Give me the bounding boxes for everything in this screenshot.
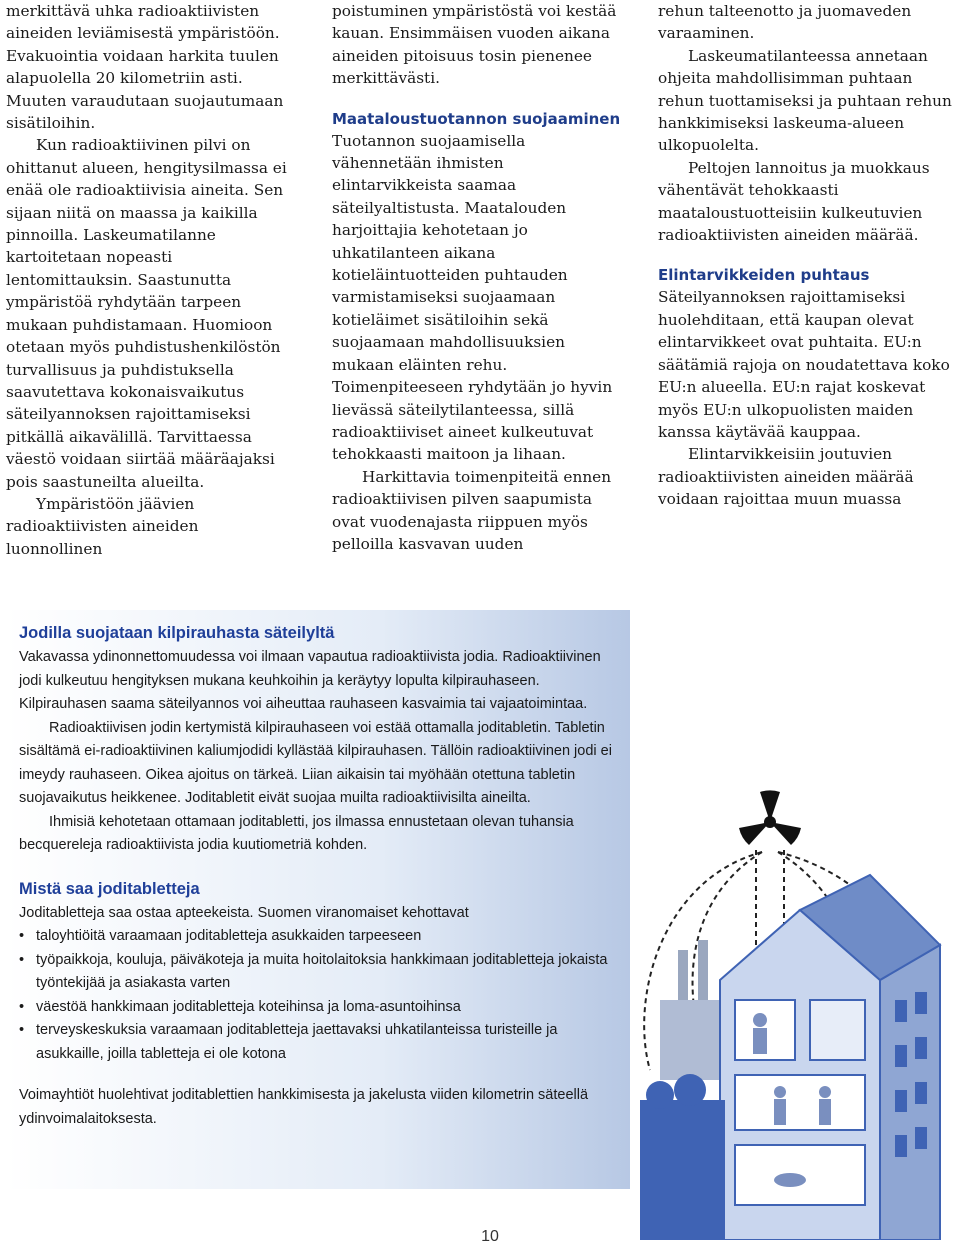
- paragraph: Ympäristöön jäävien radioaktiivisten aineiden luonnollinen: [6, 494, 199, 558]
- box-paragraph: Ihmisiä kehotetaan ottamaan joditabletti, jos ilmassa ennustetaan olevan tuhansia becquereleja radioaktiivista jodia kuutiometriä kohden.: [19, 813, 574, 853]
- paragraph: Kun radioaktiivinen pilvi on ohittanut alueen, hengitysilmassa ei enää ole radioaktiivisia aineita. Sen sijaan niitä on maassa ja kaikilla pinnoilla. Laskeumatilanne kartoitetaan nopeasti lentomittauksin. Saastunutta ympäristöä ryhdytään tarpeen mukaan puhdistamaan. Huomioon otetaan myös puhdistushenkilöstön turvallisuus ja puhdistuksella saavutettava kokonaisvaikutus säteilyannoksen rajoittamiseksi pitkällä aikavälillä. Tarvittaessa väestö voidaan siirtää määräajaksi pois saastuneilta alueilta.: [6, 136, 287, 491]
- text-column-2: [332, 0, 624, 555]
- paragraph: Tuotannon suojaamisella vähennetään ihmisten elintarvikkeista saamaa säteilyaltistusta. Maatalouden harjoittajia kehotetaan jo uhkatilanteen aikana kotieläintuotteiden puhtauden varmistamiseksi suojaamaan kotieläimet sisätiloihin sekä suojaamaan mahdollisuuksien mukaan eläinten rehu. Toimenpiteeseen ryhdytään jo hyvin lievässä säteilytilanteessa, sillä radioaktiiviset aineet kulkeutuvat tehokkaasti maitoon ja lihaan.: [332, 131, 613, 464]
- info-box-content: [19, 620, 619, 1131]
- paragraph: Laskeumatilanteessa annetaan ohjeita mahdollisimman puhtaan rehun tuottamiseksi ja puhtaan rehun hankkimiseksi laskeuma-alueen ulkopuolelta.: [658, 46, 952, 155]
- list-item: • työpaikkoja, kouluja, päiväkoteja ja muita hoitolaitoksia hankkimaan joditabletteja jokaista työntekijää ja asiakasta varten: [19, 949, 619, 996]
- text-column-1: [6, 0, 296, 560]
- box-heading: Mistä saa joditabletteja: [19, 879, 200, 898]
- box-paragraph: Radioaktiivisen jodin kertymistä kilpirauhaseen voi estää ottamalla joditabletin. Tabletin sisältämä ei-radioaktiivinen kaliumjodidi kyllästää kilpirauhasen. Tällöin radioaktiivinen jodi ei imeydy rauhaseen. Oikea ajoitus on tärkeä. Liian aikaisin tai myöhään otettuna tabletin suojavaikutus heikkenee. Joditabletit eivät suojaa muilta radioaktiivisilta aineilta.: [19, 719, 612, 806]
- paragraph: poistuminen ympäristöstä voi kestää kauan. Ensimmäisen vuoden aikana aineiden pitoisuus tosin pienenee merkittävästi.: [332, 2, 617, 88]
- box-paragraph: Joditabletteja saa ostaa apteekeista. Suomen viranomaiset kehottavat: [19, 904, 469, 921]
- list-item: • taloyhtiöitä varaamaan joditabletteja asukkaiden tarpeeseen: [19, 925, 619, 949]
- text-column-3: [658, 0, 954, 511]
- list-item: • terveyskeskuksia varaamaan joditabletteja jaettavaksi uhkatilanteissa turisteille ja asukkaille, joilla tabletteja ei ole kotona: [19, 1019, 619, 1066]
- section-heading: Elintarvikkeiden puhtaus: [658, 266, 870, 285]
- building-icon: [720, 875, 940, 1240]
- box-paragraph: Vakavassa ydinonnettomuudessa voi ilmaan vapautua radioaktiivista jodia. Radioaktiivinen jodi kulkeutuu hengityksen mukana keuhkoihin ja keräytyy lopulta kilpirauhaseen. Kilpirauhasen saama säteilyannos voi aiheuttaa rauhaseen kasvaimia tai vajaatoimintaa.: [19, 649, 601, 712]
- page-number: 10: [481, 1228, 499, 1245]
- radiation-shelter-illustration: [640, 740, 956, 1240]
- bullet-list: [19, 925, 619, 1066]
- info-box-iodine: [6, 610, 630, 1189]
- paragraph: Elintarvikkeisiin joutuvien radioaktiivisten aineiden määrää voidaan rajoittaa muun muassa: [658, 445, 914, 509]
- paragraph: Säteilyannoksen rajoittamiseksi huolehditaan, että kaupan olevat elintarvikkeet ovat puhtaita. EU:n säätämiä rajoja on noudatettava koko EU:n alueella. EU:n rajat koskevat myös EU:n ulkopuolisten maiden kanssa käytävää kauppaa.: [658, 288, 950, 441]
- section-heading: Maataloustuotannon suojaaminen: [332, 109, 621, 128]
- trees-icon: [640, 1074, 725, 1240]
- box-paragraph: Voimayhtiöt huolehtivat joditablettien hankkimisesta ja jakelusta viiden kilometrin säteellä ydinvoimalaitoksesta.: [19, 1087, 589, 1127]
- box-heading: Jodilla suojataan kilpirauhasta säteilyltä: [19, 624, 335, 642]
- radiation-trefoil-icon: [739, 790, 801, 845]
- paragraph: Peltojen lannoitus ja muokkaus vähentävät tehokkaasti maataloustuotteisiin kulkeutuvien radioaktiivisten aineiden määrää.: [658, 158, 930, 245]
- paragraph: Harkittavia toimenpiteitä ennen radioaktiivisen pilven saapumista ovat vuodenajasta riippuen myös pelloilla kasvavan uuden: [332, 467, 612, 553]
- paragraph: merkittävä uhka radioaktiivisten aineiden leviämisestä ympäristöön. Evakuointia voidaan harkita tuulen alapuolella 20 kilometriin asti. Muuten varaudutaan suojautumaan sisätiloihin.: [6, 2, 284, 133]
- list-item: • väestöä hankkimaan joditabletteja koteihinsa ja loma-asuntoihinsa: [19, 996, 619, 1020]
- paragraph: rehun talteenotto ja juomaveden varaaminen.: [658, 2, 912, 43]
